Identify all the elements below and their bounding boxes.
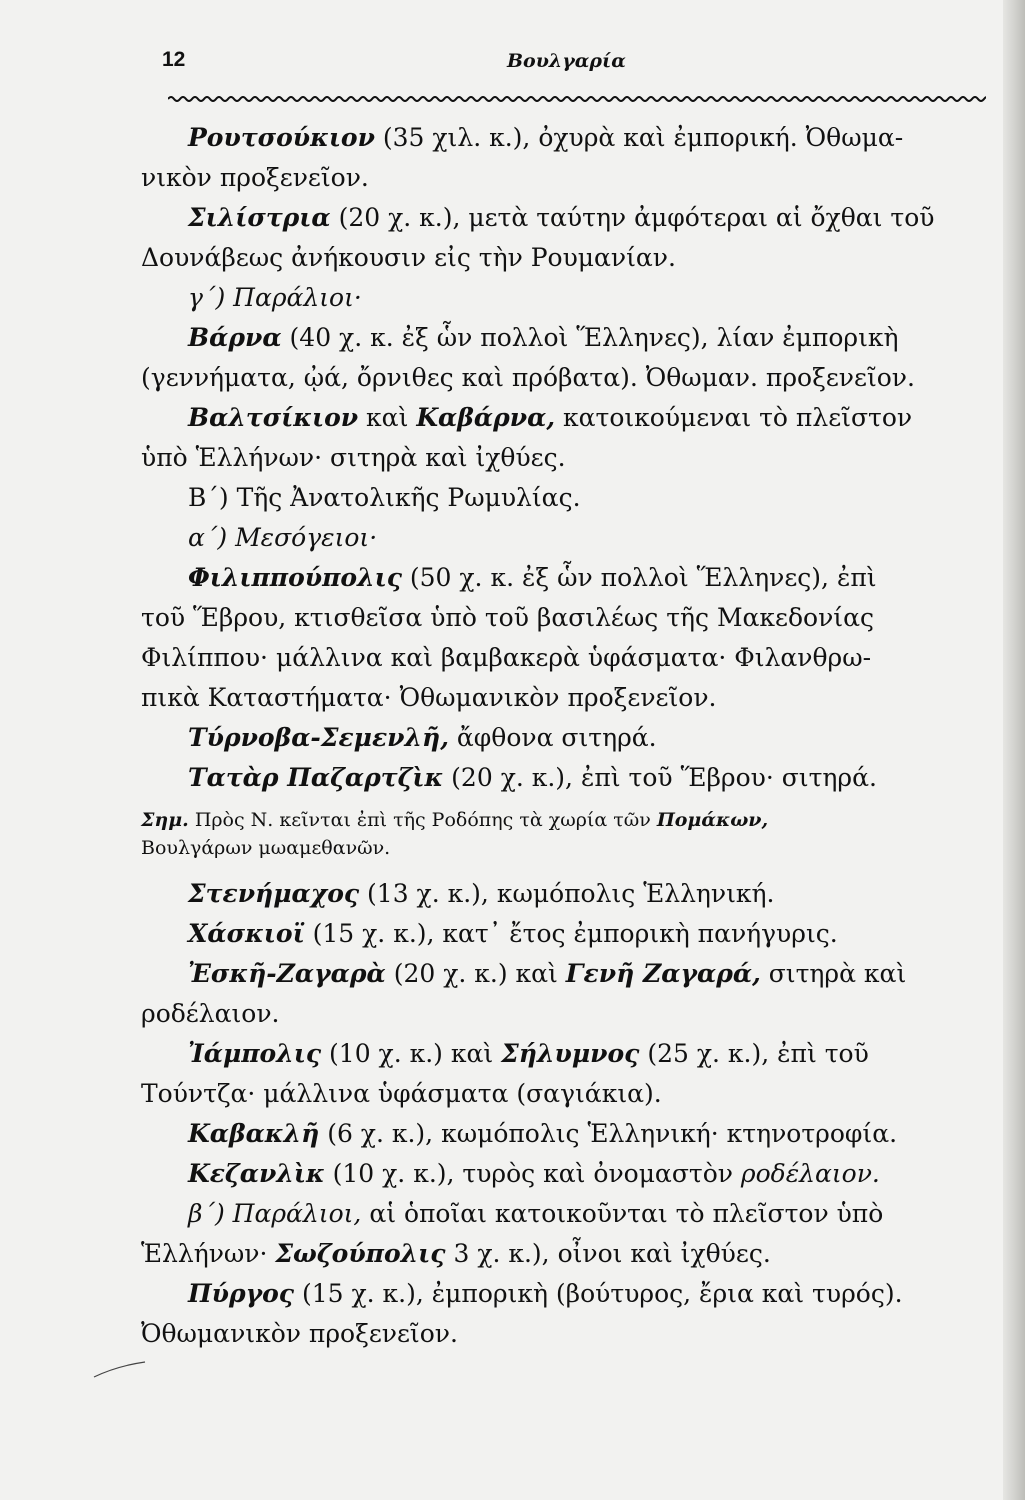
text-line (141, 1194, 989, 1234)
body-text: (20 χ. κ.), ἐπὶ τοῦ Ἕβρου· σιτηρά. (443, 763, 877, 792)
italic-text: γ΄) Παράλιοι· (188, 283, 362, 312)
text-line (141, 718, 989, 758)
text-line (141, 278, 989, 318)
text-line (141, 358, 989, 398)
body-text: 3 χ. κ.), οἶνοι καὶ ἰχθύες. (445, 1239, 771, 1268)
text-line (141, 198, 989, 238)
body-lines (141, 118, 989, 798)
text-line (141, 638, 989, 678)
text-line (141, 518, 989, 558)
text-line (141, 954, 989, 994)
place-name: Γενῆ Ζαγαρά, (565, 959, 761, 988)
place-name: Ρουτσούκιον (188, 123, 375, 152)
place-name: Τύρνοβα-Σεμενλῆ, (188, 723, 449, 752)
body-text: Ὀθωμανικὸν προξενεῖον. (141, 1319, 458, 1348)
text-line (141, 1074, 989, 1114)
wavy-rule-divider (168, 92, 986, 106)
text-line (141, 914, 989, 954)
italic-text: ροδέλαιον. (740, 1159, 880, 1188)
footnote-text: Πρὸς Ν. κεῖνται ἐπὶ τῆς Ροδόπης τὰ χωρία τῶν (188, 809, 657, 831)
body-text: ἄφθονα σιτηρά. (448, 723, 657, 752)
text-line (141, 438, 989, 478)
body-text: νικὸν προξενεῖον. (141, 163, 369, 192)
footnote-line (141, 806, 989, 834)
body-text: (6 χ. κ.), κωμόπολις Ἑλληνική· κτηνοτροφία. (319, 1119, 898, 1148)
text-line (141, 1314, 989, 1354)
text-line (141, 558, 989, 598)
body-text: (10 χ. κ.), τυρὸς καὶ ὀνομαστὸν (324, 1159, 741, 1188)
page-header (162, 48, 988, 88)
body-text: ὑπὸ Ἑλλήνων· σιτηρὰ καὶ ἰχθύες. (141, 443, 566, 472)
place-name: Σιλίστρια (188, 203, 331, 232)
body-text: (20 χ. κ.) καὶ (385, 959, 566, 988)
footnote-emphasis: Πομάκων, (656, 809, 769, 831)
body-text: (15 χ. κ.), ἐμπορικὴ (βούτυρος, ἔρια καὶ τυρός). (294, 1279, 903, 1308)
place-name: Στενήμαχος (188, 879, 360, 908)
body-text: κατοικούμεναι τὸ πλεῖστον (555, 403, 913, 432)
text-body (141, 118, 989, 1354)
body-text: (50 χ. κ. ἐξ ὧν πολλοὶ Ἕλληνες), ἐπὶ (401, 563, 877, 592)
body-text: (15 χ. κ.), κατ᾽ ἔτος ἐμπορικὴ πανήγυρις. (304, 919, 838, 948)
place-name: Κεζανλὶκ (188, 1159, 325, 1188)
page-number: 12 (162, 48, 186, 71)
place-name: Βάρνα (188, 323, 282, 352)
text-line (141, 874, 989, 914)
body-text: Ἑλλήνων· (141, 1239, 276, 1268)
running-title: Βουλγαρία (507, 50, 626, 72)
place-name: Τατὰρ Παζαρτζὶκ (188, 763, 444, 792)
place-name: Καβακλῆ (188, 1119, 320, 1148)
place-name: Ἐσκῆ-Ζαγαρὰ (188, 959, 386, 988)
place-name: Βαλτσίκιον (188, 403, 359, 432)
body-text: τοῦ Ἕβρου, κτισθεῖσα ὑπὸ τοῦ βασιλέως τῆς Μακεδονίας (141, 603, 874, 632)
text-line (141, 1154, 989, 1194)
margin-pencil-mark (92, 1360, 147, 1380)
body-text: (γεννήματα, ᾠά, ὄρνιθες καὶ πρόβατα). Ὀθωμαν. προξενεῖον. (141, 363, 915, 392)
text-line (141, 1234, 989, 1274)
text-line (141, 318, 989, 358)
body-text: ροδέλαιον. (141, 999, 280, 1028)
text-line (141, 598, 989, 638)
italic-text: β΄) Παράλιοι, (188, 1199, 362, 1228)
body-text: σιτηρὰ καὶ (760, 959, 907, 988)
body-text: (40 χ. κ. ἐξ ὧν πολλοὶ Ἕλληνες), λίαν ἐμπορικὴ (281, 323, 899, 352)
text-line (141, 758, 989, 798)
body-text: Φιλίππου· μάλλινα καὶ βαμβακερὰ ὑφάσματα· Φιλανθρω- (141, 643, 872, 672)
place-name: Καβάρνα, (416, 403, 556, 432)
page-edge (1003, 0, 1025, 1500)
footnote-text: Βουλγάρων μωαμεθανῶν. (141, 837, 391, 859)
place-name: Φιλιππούπολις (188, 563, 402, 592)
text-line (141, 158, 989, 198)
text-line (141, 678, 989, 718)
body-text: αἱ ὁποῖαι κατοικοῦνται τὸ πλεῖστον ὑπὸ (361, 1199, 884, 1228)
body-text: (20 χ. κ.), μετὰ ταύτην ἀμφότεραι αἱ ὄχθαι τοῦ (330, 203, 935, 232)
body-lines-after-note (141, 874, 989, 1354)
italic-text: α΄) Μεσόγειοι· (188, 523, 378, 552)
body-text: (35 χιλ. κ.), ὀχυρὰ καὶ ἐμπορική. Ὀθωμα- (374, 123, 904, 152)
body-text: (10 χ. κ.) καὶ (321, 1039, 502, 1068)
body-text: (25 χ. κ.), ἐπὶ τοῦ (639, 1039, 869, 1068)
place-name: Χάσκιοϊ (188, 919, 305, 948)
text-line (141, 398, 989, 438)
text-line (141, 1274, 989, 1314)
body-text: Δουνάβεως ἀνήκουσιν εἰς τὴν Ρουμανίαν. (141, 243, 676, 272)
place-name: Ἰάμπολις (188, 1039, 322, 1068)
body-text: καὶ (358, 403, 417, 432)
body-text: (13 χ. κ.), κωμόπολις Ἑλληνική. (359, 879, 775, 908)
text-line (141, 238, 989, 278)
body-text: Β΄) Τῆς Ἀνατολικῆς Ρωμυλίας. (188, 483, 581, 512)
text-line (141, 1114, 989, 1154)
footnote-line (141, 834, 989, 862)
place-name: Σήλυμνος (501, 1039, 640, 1068)
body-text: Τούντζα· μάλλινα ὑφάσματα (σαγιάκια). (141, 1079, 662, 1108)
place-name: Πύργος (188, 1279, 294, 1308)
text-line (141, 1034, 989, 1074)
text-line (141, 118, 989, 158)
body-text: πικὰ Καταστήματα· Ὀθωμανικὸν προξενεῖον. (141, 683, 717, 712)
footnote-label: Σημ. (141, 809, 189, 831)
text-line (141, 994, 989, 1034)
place-name: Σωζούπολις (275, 1239, 446, 1268)
text-line (141, 478, 989, 518)
